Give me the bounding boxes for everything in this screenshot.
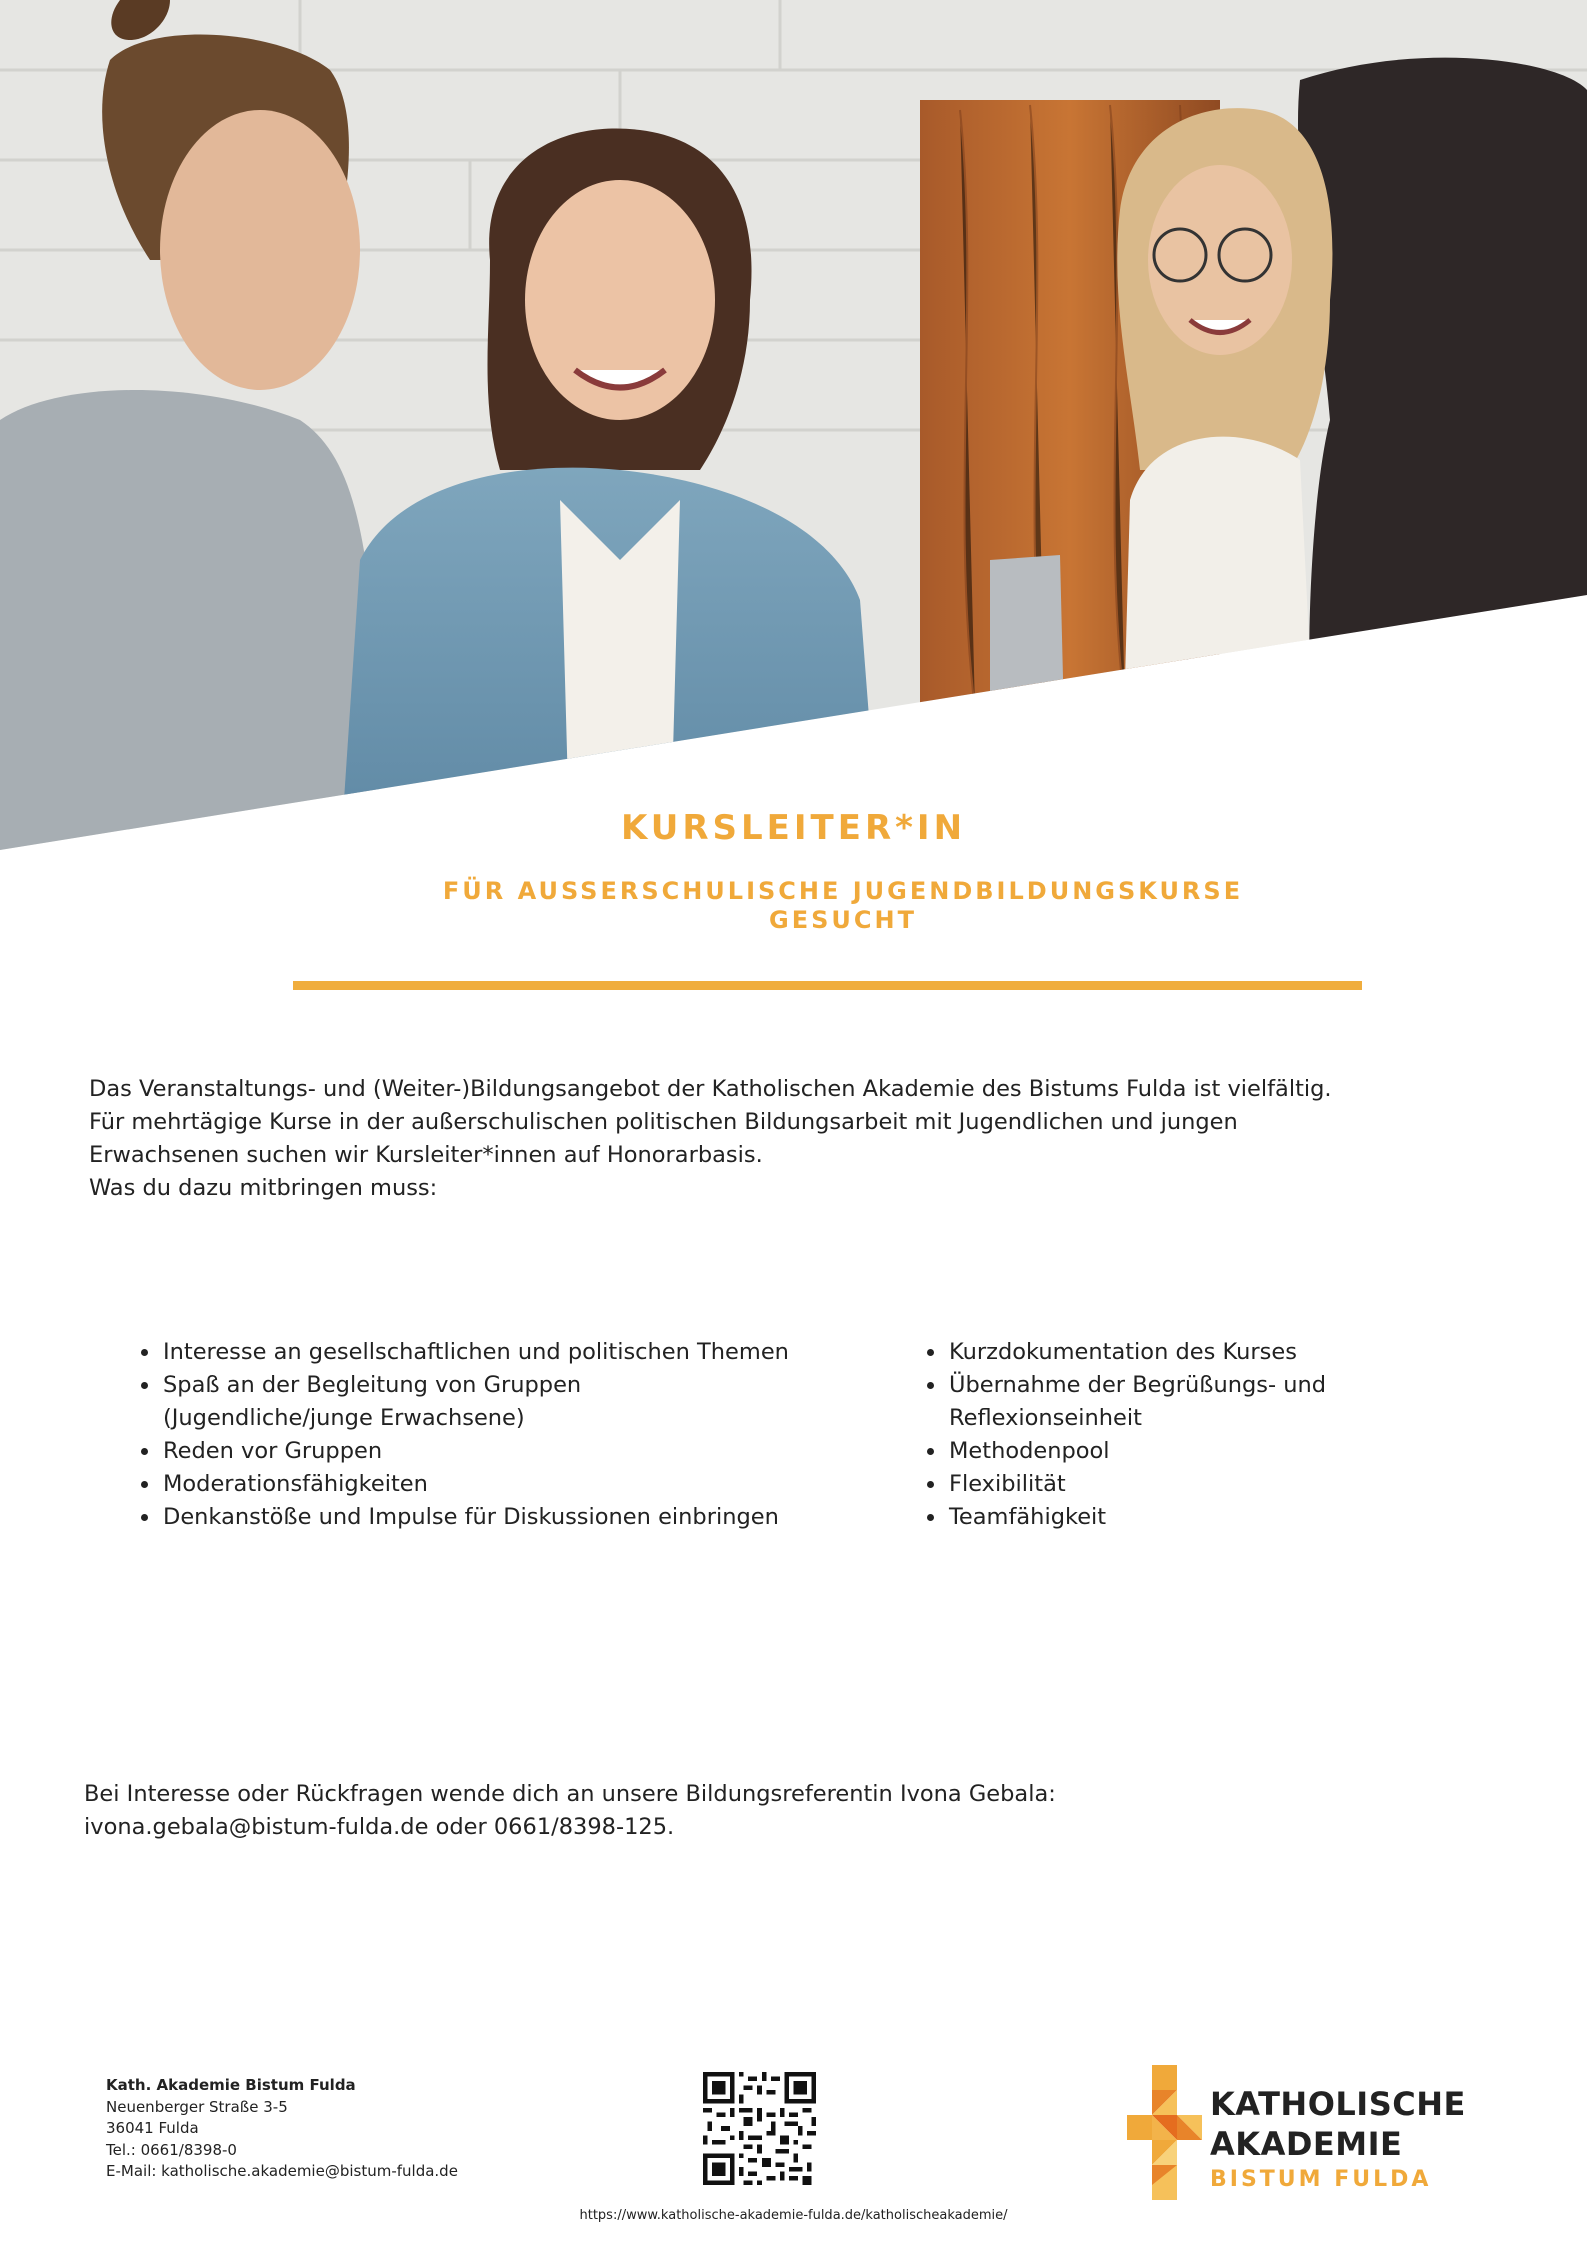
list-item: • Kurzdokumentation des Kurses (947, 1336, 1427, 1369)
intro-line: Was du dazu mitbringen muss: (89, 1175, 438, 1201)
list-item: • Moderationsfähigkeiten (161, 1468, 901, 1501)
list-item: • Teamfähigkeit (947, 1501, 1427, 1534)
qr-code[interactable] (703, 2072, 816, 2185)
requirements-list-right (922, 1336, 1427, 1534)
list-item: • Reden vor Gruppen (161, 1435, 901, 1468)
hero-photo (0, 0, 1587, 860)
katholische-akademie-logo (1125, 2063, 1485, 2203)
logo-text-line3: BISTUM FULDA (1210, 2167, 1432, 2192)
intro-text (89, 1073, 1419, 1205)
footer-address (106, 2075, 458, 2183)
footer-url[interactable]: https://www.katholische-akademie-fulda.de/katholischeakademie/ (579, 2208, 1008, 2223)
list-item: • Methodenpool (947, 1435, 1427, 1468)
logo-text-line1: KATHOLISCHE (1210, 2085, 1466, 2123)
divider (293, 981, 1362, 990)
contact-line: ivona.gebala@bistum-fulda.de oder 0661/8398-125. (84, 1814, 675, 1840)
footer-city: 36041 Fulda (106, 2119, 199, 2137)
contact-text (84, 1778, 1384, 1844)
requirements-list-left (136, 1336, 901, 1534)
list-item: • Übernahme der Begrüßungs- und Reflexionseinheit (947, 1369, 1379, 1435)
list-item: • Spaß an der Begleitung von Gruppen (Jugendliche/junge Erwachsene) (161, 1369, 643, 1435)
logo-text-line2: AKADEMIE (1210, 2125, 1403, 2163)
footer-email: E-Mail: katholische.akademie@bistum-fulda.de (106, 2162, 458, 2180)
cross-logo-icon (1127, 2065, 1202, 2200)
footer-org: Kath. Akademie Bistum Fulda (106, 2076, 356, 2094)
qr-code-icon (703, 2072, 816, 2185)
contact-line: Bei Interesse oder Rückfragen wende dich an unsere Bildungsreferentin Ivona Gebala: (84, 1781, 1056, 1807)
footer-street: Neuenberger Straße 3-5 (106, 2097, 288, 2116)
list-item: • Flexibilität (947, 1468, 1427, 1501)
list-item: • Interesse an gesellschaftlichen und politischen Themen (161, 1336, 901, 1369)
footer-phone: Tel.: 0661/8398-0 (106, 2140, 237, 2159)
page-title: KURSLEITER*IN (620, 808, 967, 848)
intro-line: Das Veranstaltungs- und (Weiter-)Bildungsangebot der Katholischen Akademie des Bistums Fulda ist vielfältig. (89, 1076, 1332, 1102)
page-subtitle: FÜR AUSSERSCHULISCHE JUGENDBILDUNGSKURSE GESUCHT (442, 877, 1244, 934)
list-item: • Denkanstöße und Impulse für Diskussionen einbringen (161, 1501, 901, 1534)
hero-photo-illustration (0, 0, 1587, 860)
intro-line: Für mehrtägige Kurse in der außerschulischen politischen Bildungsarbeit mit Jugendlichen und jungen Erwachsenen suchen wir Kursleiter*innen auf Honorarbasis. (89, 1109, 1238, 1168)
